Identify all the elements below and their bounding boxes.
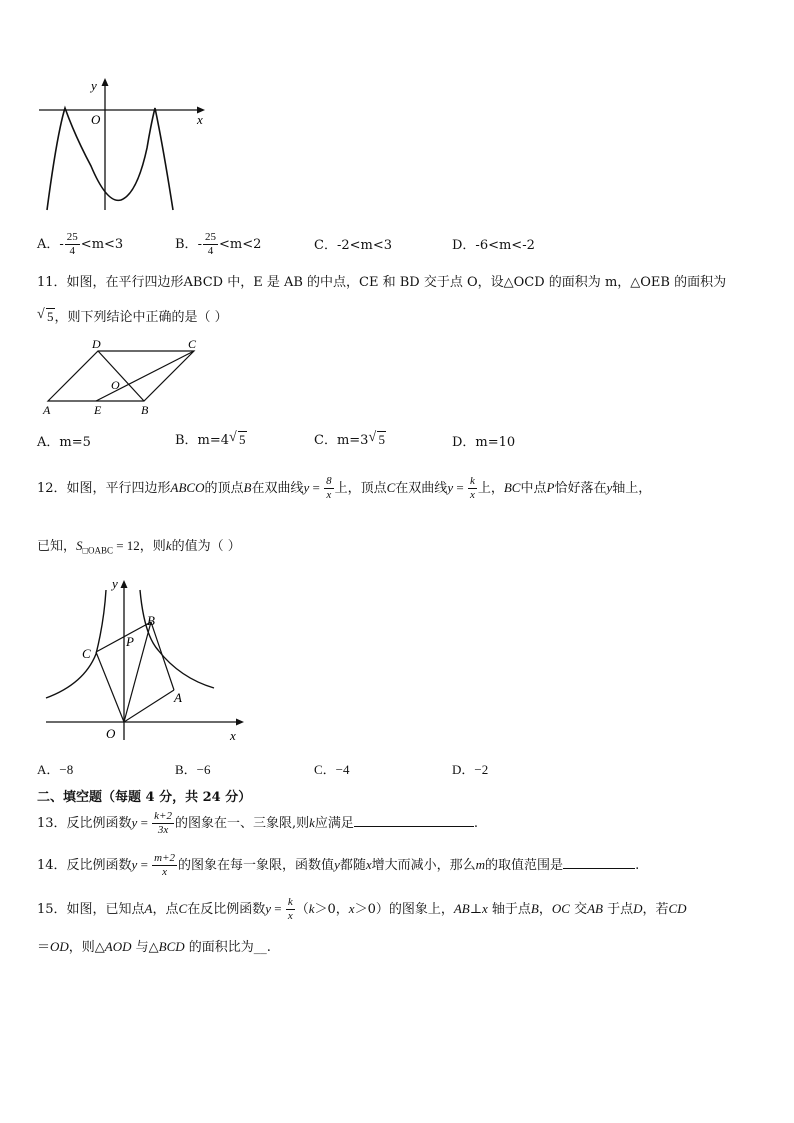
q11-option-a[interactable]: A．m=5 xyxy=(37,435,91,450)
q13-stem: 13．反比例函数y = $\frac{k+2}{3x}$ 的图象在一、三象限,则k应满足 . xyxy=(37,810,479,836)
section-2-heading: 二、填空题（每题 4 分，共 24 分） xyxy=(37,790,252,805)
segment-ce xyxy=(96,351,194,401)
left-curve xyxy=(47,108,173,210)
label-o: O xyxy=(111,378,120,392)
right-branch-curve xyxy=(140,590,214,688)
label-b: B xyxy=(141,403,149,417)
q15-stem-line1: 15．如图，已知点A，点C在反比例函数y = $\frac{k}{x}$ （k＞0，x＞0）的图象上，AB⊥x 轴于点B，OC 交AB 于点D，若CD xyxy=(37,896,687,922)
q13-answer-blank[interactable] xyxy=(354,826,474,827)
q11-stem-line2: √ 5，则下列结论中正确的是（ ） xyxy=(37,307,228,325)
q11-parallelogram-figure xyxy=(38,337,208,419)
q12-option-d[interactable]: D．−2 xyxy=(452,762,489,777)
segment-ba xyxy=(151,622,174,690)
label-p: P xyxy=(126,634,134,649)
y-axis-arrow xyxy=(102,78,109,86)
q14-answer-blank[interactable] xyxy=(563,868,635,869)
segment-oc xyxy=(96,652,124,722)
label-o: O xyxy=(106,726,116,741)
q10-option-b[interactable]: B．- $\frac{25}{4}$ <m<2 xyxy=(175,231,262,257)
q10-option-d[interactable]: D．-6<m<-2 xyxy=(452,238,535,253)
q12-option-b[interactable]: B．−6 xyxy=(175,762,211,777)
y-label: y xyxy=(112,576,118,591)
x-label: x xyxy=(230,728,236,743)
y-label: y xyxy=(91,78,97,93)
q10-option-a[interactable]: A．- $\frac{25}{4}$ <m<3 xyxy=(37,231,124,257)
label-a: A xyxy=(174,690,182,705)
q15-answer-blank[interactable]: __ xyxy=(253,940,267,955)
label-c: C xyxy=(82,646,91,661)
x-axis-arrow xyxy=(236,719,244,726)
left-branch-curve xyxy=(46,590,106,698)
q11-option-d[interactable]: D．m=10 xyxy=(452,435,516,450)
q15-stem-line2: ＝OD，则△AOD 与△BCD 的面积比为__. xyxy=(37,939,271,955)
label-b: B xyxy=(147,613,155,628)
label-c: C xyxy=(188,337,197,351)
q12-option-c[interactable]: C．−4 xyxy=(314,762,350,777)
q12-hyperbola-figure xyxy=(40,574,250,744)
q14-stem: 14．反比例函数y = $\frac{m+2}{x}$ 的图象在每一象限，函数值y都随x增大而减小，那么m的取值范围是 . xyxy=(37,852,640,878)
q12-stem-line2: 已知，$S_{□OABC} = 12$，则k的值为（ ） xyxy=(37,538,241,556)
origin-label: O xyxy=(91,112,101,127)
q10-parabola-figure xyxy=(35,76,215,214)
x-label: x xyxy=(197,112,203,127)
sqrt-5: √ 5 xyxy=(37,307,54,324)
label-d: D xyxy=(92,337,101,351)
segment-bd xyxy=(98,351,144,401)
q11-stem-line1: 11．如图，在平行四边形ABCD 中，E 是 AB 的中点，CE 和 BD 交于点 O，设△OCD 的面积为 m，△OEB 的面积为 xyxy=(37,275,727,290)
q11-option-c[interactable]: C．m=3 √ 5 xyxy=(314,430,385,448)
q12-stem-line1: 12．如图，平行四边形ABCO的顶点B在双曲线y = $\frac{8}{x}$ 上，顶点C在双曲线y = $\frac{k}{x}$ 上，BC中点P恰好落在y轴上， xyxy=(37,475,652,501)
q12-option-a[interactable]: A．−8 xyxy=(37,762,74,777)
y-axis-arrow xyxy=(121,580,128,588)
q11-option-b[interactable]: B．m=4 √ 5 xyxy=(175,430,246,448)
q10-option-c[interactable]: C．-2<m<3 xyxy=(314,238,392,253)
label-e: E xyxy=(94,403,102,417)
label-a: A xyxy=(43,403,51,417)
